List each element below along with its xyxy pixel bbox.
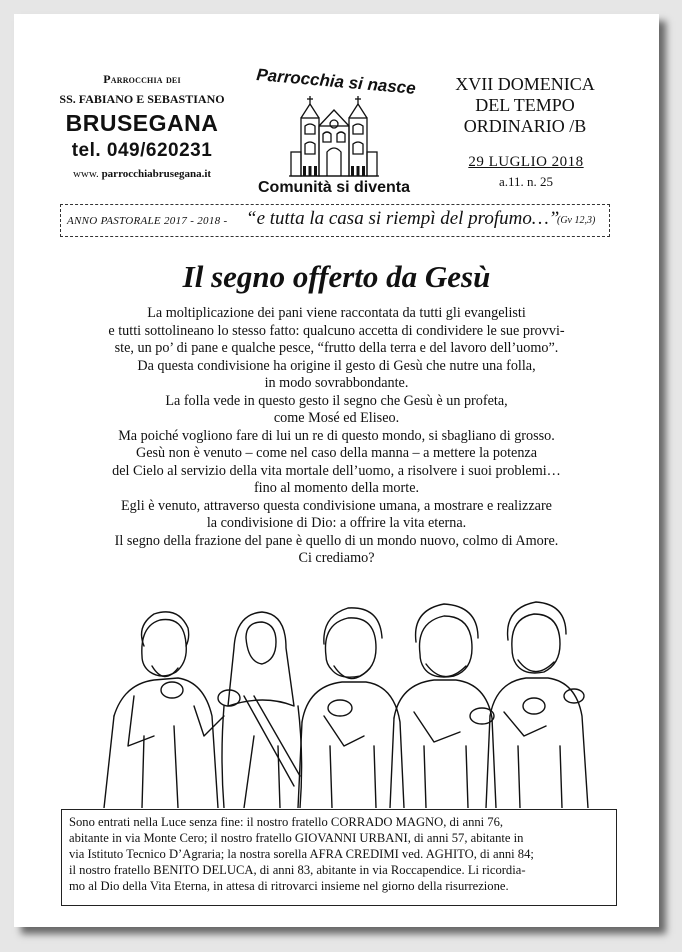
obituary-line: il nostro fratello BENITO DELUCA, di anni 83, abitante in via Roccapendice. Li ricordia- xyxy=(69,863,526,877)
parish-phone: tel. 049/620231 xyxy=(71,140,213,161)
article-line: Ma poiché vogliono fare di lui un re di questo mondo, si sbagliano di grosso. xyxy=(118,427,555,444)
logo-motto-top: Parrocchia si nasce xyxy=(255,65,417,98)
sunday-line: DEL TEMPO xyxy=(475,95,575,115)
obituary-line: abitante in via Monte Cero; il nostro fratello GIOVANNI URBANI, di anni 57, abitante in xyxy=(69,831,524,845)
obituary-box xyxy=(61,809,617,906)
article-line: in modo sovrabbondante. xyxy=(264,375,409,391)
article-line: La folla vede in questo gesto il segno che Gesù è un profeta, xyxy=(165,392,508,409)
article-line: Ci crediamo? xyxy=(298,550,375,566)
issue-date: 29 LUGLIO 2018 xyxy=(468,154,584,170)
pastoral-year-banner xyxy=(60,204,610,237)
article-line: e tutti sottolineano lo stesso fatto: qualcuno accetta di condividere le sue provvi- xyxy=(108,322,565,339)
logo-motto-bottom: Comunità si diventa xyxy=(257,179,411,196)
obituary-line: mo al Dio della Vita Eterna, in attesa di ritrovarci insieme nel giorno della risurrezione. xyxy=(69,879,509,893)
article-line: La moltiplicazione dei pani viene raccontata da tutti gli evangelisti xyxy=(147,305,526,321)
newsletter-page xyxy=(14,14,659,927)
article-body xyxy=(74,305,599,568)
sunday-line: XVII DOMENICA xyxy=(455,74,595,94)
parish-saints: SS. FABIANO E SEBASTIANO xyxy=(59,92,225,106)
obituary-line: via Istituto Tecnico D’Agraria; la nostra sorella AFRA CREDIMI ved. AGHITO, di anni 84; xyxy=(69,847,534,861)
article-line: fino al momento della morte. xyxy=(253,480,420,496)
article-line: ste, un po’ di pane e qualche pesce, “frutto della terra e del lavoro dell’uomo”. xyxy=(114,340,559,356)
church-icon xyxy=(289,90,379,182)
pastoral-year: ANNO PASTORALE 2017 - 2018 - xyxy=(67,215,228,227)
article-line: Da questa condivisione ha origine il gesto di Gesù che nutre una folla, xyxy=(137,357,536,374)
liturgical-sunday xyxy=(446,74,604,137)
article-line: Gesù non è venuto – come nel caso della manna – a mettere la potenza xyxy=(135,445,538,461)
banner-quote: “e tutta la casa si riempì del profumo…” xyxy=(246,208,560,229)
parish-website[interactable]: www. parrocchiabrusegana.it xyxy=(72,168,212,180)
article-line: Il segno della frazione del pane è quello di un mondo nuovo, colmo di Amore. xyxy=(114,532,559,549)
figure-5 xyxy=(486,602,588,808)
article-line: del Cielo al servizio della vita mortale dell’uomo, a risolvere i suoi problemi… xyxy=(112,462,561,479)
sunday-line: ORDINARIO /B xyxy=(463,116,587,136)
five-figures-holding-bread-illustration xyxy=(94,586,594,808)
parish-label: Parrocchia dei xyxy=(103,72,181,86)
figure-1 xyxy=(104,612,224,808)
obituary-line: Sono entrati nella Luce senza fine: il nostro fratello CORRADO MAGNO, di anni 76, xyxy=(69,815,504,829)
parish-town: BRUSEGANA xyxy=(65,110,219,136)
figure-4 xyxy=(390,604,496,808)
article-line: la condivisione di Dio: a offrire la vita eterna. xyxy=(206,515,467,531)
figure-2 xyxy=(222,612,302,808)
banner-reference: (Gv 12,3) xyxy=(557,215,596,226)
article-title: Il segno offerto da Gesù xyxy=(182,259,491,294)
article-line: come Mosé ed Eliseo. xyxy=(273,410,400,426)
figure-3 xyxy=(298,608,404,808)
article-line: Egli è venuto, attraverso questa condivisione umana, a mostrare e realizzare xyxy=(121,497,552,514)
issue-number: a.11. n. 25 xyxy=(498,174,554,189)
